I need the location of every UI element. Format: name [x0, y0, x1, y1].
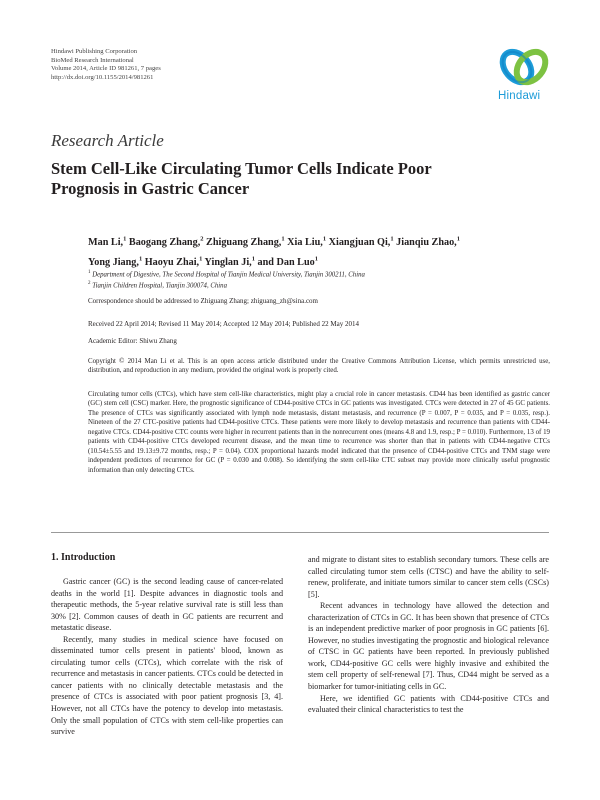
author: Yong Jiang,$^1$ — [88, 255, 143, 268]
section-divider — [51, 532, 549, 533]
affiliation-1: $^1$ Department of Digestive, The Second Hospital of Tianjin Medical University, Tianjin 300211, China — [88, 270, 365, 279]
abstract: Circulating tumor cells (CTCs), which have stem cell-like characteristics, might play a crucial role in cancer metastasis. CD44 has been identified as gastric cancer (GC) stem cell (CSC) marker. Here, the prognostic significance of CD44-positive CTCs in GC patients was investigated. CTCs were detected in 27 of 45 GC patients. The presence of CTCs was significantly associated with lymph node metastasis, distant metastasis, and recurrence (P = 0.007, P = 0.035, and P = 0.035, resp.). Nineteen of the 27 CTC-positive patients had CD44-positive CTCs. These patients were more likely to develop metastasis and recurrence than patients with CD44-negative CTCs. CD44-positive CTC counts were higher in recurrent patients than in the nonrecurrent ones (means 4.8 and 1.9, resp.; P = 0.010). Furthermore, 13 of 19 patients with CD44-positive CTCs developed recurrent disease, and the mean time to recurrence was shorter than that in patients with CD44-negative CTCs (10.54±5.55 and 19.13±9.72 months, resp.; P = 0.04). COX proportional hazards model indicated that the presence of CD44-positive CTCs and TNM stage were independent predictors of recurrence for GC (P = 0.030 and 0.008). So identifying the stem cell-like CTC subset may provide more clinically useful prognostic information than only detecting CTCs. — [88, 391, 550, 474]
section-heading: 1. Introduction — [51, 552, 116, 563]
author: Zhiguang Zhang,$^1$ — [206, 236, 285, 249]
author: Man Li,$^1$ — [88, 236, 127, 249]
correspondence: Correspondence should be addressed to Zhiguang Zhang; zhiguang_zh@sina.com — [88, 297, 318, 305]
paragraph: Gastric cancer (GC) is the second leading cause of cancer-related deaths in the world [1]. Despite advances in diagnostic tools and therapeutic methods, the 5-year relative survival rate is still less than 30% [2]. Common causes of death in GC patients are recurrent and metastatic disease. — [51, 577, 283, 633]
paragraph: Here, we identified GC patients with CD44-positive CTCs and evaluated their clinical characteristics to test the — [308, 693, 549, 715]
doi-link[interactable]: http://dx.doi.org/10.1155/2014/981261 — [51, 73, 154, 81]
volume-info: Volume 2014, Article ID 981261, 7 pages — [51, 65, 161, 73]
hindawi-rings-icon — [498, 44, 550, 90]
hindawi-logo — [494, 44, 554, 106]
journal-name: BioMed Research International — [51, 56, 134, 64]
author: and Dan Luo$^1$ — [257, 255, 318, 268]
article-title: Stem Cell-Like Circulating Tumor Cells Indicate Poor Prognosis in Gastric Cancer — [51, 159, 432, 198]
publisher-line: Hindawi Publishing Corporation — [51, 48, 138, 55]
affiliation-2: $^2$ Tianjin Children Hospital, Tianjin 300074, China — [88, 281, 227, 290]
author: Jianqiu Zhao,$^1$ — [396, 236, 460, 249]
right-column — [308, 554, 549, 716]
paragraph: Recent advances in technology have allowed the detection and characterization of CTCs in GC. It has been shown that presence of CTCs is an independent predictive marker of poor prognosis in GC patients [6]. However, no studies investigating the prognostic and biological relevance of CTSC in GC patients have been reported. In previously published work, CD44-positive GC cells were highly invasive and exhibited the stem cell property of self-renewal [7]. Thus, CD44 might be served as a biomarker for tumor-initiating cells in GC. — [308, 601, 549, 692]
author: Haoyu Zhai,$^1$ — [144, 255, 203, 268]
author-list — [88, 232, 548, 271]
paragraph: Recently, many studies in medical science have focused on disseminated tumor cells present in patients' blood, known as circulating tumor cells (CTCs), which correlate with the risk of recurrence and metastasis in cancer patients. CTCs could be detected in cancer patients with no clinically detectable metastasis and the presence of CTCs is associated with poor patient prognosis [3, 4]. However, not all CTCs have the potency to develop into metastasis. Only the small population of CTCs with stem cell-like properties can survive — [51, 634, 283, 737]
author: Xiangjuan Qi,$^1$ — [328, 236, 394, 249]
academic-editor: Academic Editor: Shiwu Zhang — [88, 337, 177, 345]
dates: Received 22 April 2014; Revised 11 May 2014; Accepted 12 May 2014; Published 22 May 2014 — [88, 320, 359, 328]
article-type: Research Article — [51, 131, 164, 150]
left-column — [51, 576, 283, 738]
paragraph: and migrate to distant sites to establish secondary tumors. These cells are called circulating tumor stem cells (CTSC) and have the ability to self-renew, proliferate, and initiate tumors similar to cancer stem cells (CSCs) [5]. — [308, 555, 549, 599]
hindawi-wordmark: Hindawi — [498, 90, 541, 102]
author: Xia Liu,$^1$ — [287, 236, 327, 249]
author: Yinglan Ji,$^1$ — [204, 255, 255, 268]
copyright-notice: Copyright © 2014 Man Li et al. This is an open access article distributed under the Creative Commons Attribution License, which permits unrestricted use, distribution, and reproduction in any medium, provided the original work is properly cited. — [88, 358, 550, 375]
journal-header — [51, 48, 161, 82]
author: Baogang Zhang,$^2$ — [128, 236, 204, 249]
